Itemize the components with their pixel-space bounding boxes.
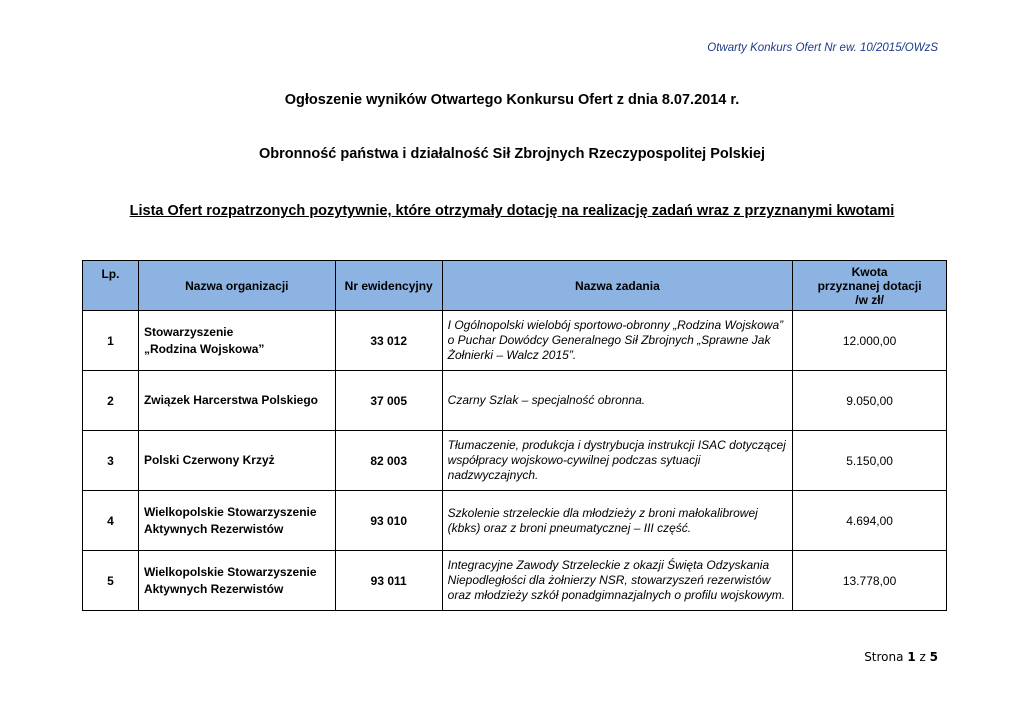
- row-registry-number: 33 012: [335, 311, 442, 371]
- row-task-name: Tłumaczenie, produkcja i dystrybucja instrukcji ISAC dotyczącej współpracy wojskowo-cywilnej podczas sytuacji nadzwyczajnych.: [442, 431, 793, 491]
- row-amount: 5.150,00: [793, 431, 947, 491]
- header-organization: Nazwa organizacji: [138, 261, 335, 311]
- row-lp: 5: [83, 551, 139, 611]
- row-organization: [138, 491, 335, 551]
- header-amount: [793, 261, 947, 311]
- row-lp: 3: [83, 431, 139, 491]
- row-lp: 4: [83, 491, 139, 551]
- row-amount: 4.694,00: [793, 491, 947, 551]
- page-number-separator: z: [919, 650, 926, 664]
- header-task-name: Nazwa zadania: [442, 261, 793, 311]
- table-header-row: [83, 261, 947, 311]
- page-number-current: 1: [907, 650, 916, 664]
- page-title: Ogłoszenie wyników Otwartego Konkursu Ofert z dnia 8.07.2014 r.: [284, 92, 740, 108]
- row-organization-line-1: Wielkopolskie Stowarzyszenie: [143, 504, 317, 519]
- table-row: [83, 551, 947, 611]
- table-row: [83, 311, 947, 371]
- row-amount: 13.778,00: [793, 551, 947, 611]
- page-number: [864, 650, 938, 664]
- row-registry-number: 37 005: [335, 371, 442, 431]
- row-organization: [138, 551, 335, 611]
- list-title: Lista Ofert rozpatrzonych pozytywnie, które otrzymały dotację na realizację zadań wraz z przyznanymi kwotami: [129, 203, 895, 219]
- header-lp: Lp.: [83, 261, 139, 311]
- table-row: [83, 371, 947, 431]
- header-amount-line-1: Kwota: [851, 264, 888, 279]
- row-organization-line-1: Wielkopolskie Stowarzyszenie: [143, 564, 317, 579]
- row-organization-line-1: Stowarzyszenie: [143, 324, 234, 339]
- page-number-prefix: Strona: [864, 650, 904, 664]
- results-table: [82, 260, 947, 611]
- row-organization: [138, 311, 335, 371]
- row-task-name: Integracyjne Zawody Strzeleckie z okazji Święta Odzyskania Niepodległości dla żołnierzy NSR, stowarzyszeń rezerwistów oraz młodzieży szkół ponadgimnazjalnych o profilu wojskowym.: [442, 551, 793, 611]
- header-amount-line-3: /w zł/: [855, 292, 884, 307]
- header-amount-line-2: przyznanej dotacji: [817, 278, 922, 293]
- row-amount: 9.050,00: [793, 371, 947, 431]
- document-reference: Otwarty Konkurs Ofert Nr ew. 10/2015/OWzS: [707, 42, 938, 54]
- row-lp: 1: [83, 311, 139, 371]
- row-organization: [138, 371, 335, 431]
- row-organization-line-2: Aktywnych Rezerwistów: [143, 581, 284, 596]
- page-subtitle: Obronność państwa i działalność Sił Zbrojnych Rzeczypospolitej Polskiej: [259, 146, 765, 162]
- row-task-name: Czarny Szlak – specjalność obronna.: [442, 371, 793, 431]
- row-registry-number: 82 003: [335, 431, 442, 491]
- row-amount: 12.000,00: [793, 311, 947, 371]
- row-organization-line-1: Polski Czerwony Krzyż: [143, 453, 275, 467]
- row-registry-number: 93 011: [335, 551, 442, 611]
- row-organization: [138, 431, 335, 491]
- row-lp: 2: [83, 371, 139, 431]
- row-registry-number: 93 010: [335, 491, 442, 551]
- table-row: [83, 491, 947, 551]
- table-row: [83, 431, 947, 491]
- header-registry-number: Nr ewidencyjny: [335, 261, 442, 311]
- row-organization-line-2: „Rodzina Wojskowa”: [143, 341, 265, 356]
- row-organization-line-2: Aktywnych Rezerwistów: [143, 521, 284, 536]
- row-task-name: Szkolenie strzeleckie dla młodzieży z broni małokalibrowej (kbks) oraz z broni pneumatycznej – III część.: [442, 491, 793, 551]
- row-organization-line-1: Związek Harcerstwa Polskiego: [143, 393, 319, 407]
- page-number-total: 5: [929, 650, 938, 664]
- row-task-name: I Ogólnopolski wielobój sportowo-obronny „Rodzina Wojskowa” o Puchar Dowódcy Generalnego Sił Zbrojnych „Sprawne Jak Żołnierki – Walcz 2015”.: [442, 311, 793, 371]
